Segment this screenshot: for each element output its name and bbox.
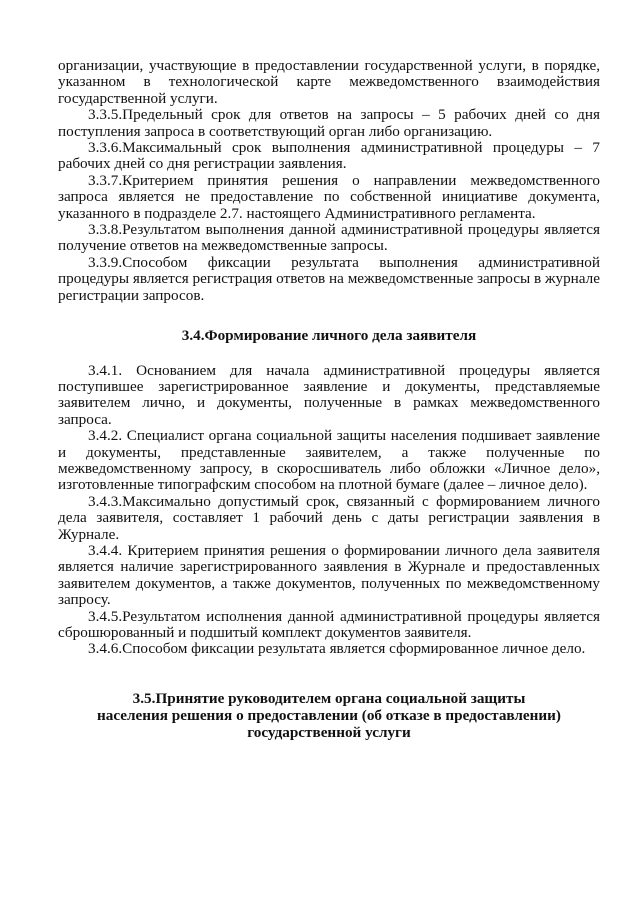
section-3-5-heading-line-1: 3.5.Принятие руководителем органа социальной защиты <box>132 689 526 707</box>
paragraph-3-4-6: 3.4.6.Способом фиксации результата является сформированное личное дело. <box>88 640 586 658</box>
paragraph-3-4-3: 3.4.3.Максимально допустимый срок, связанный с формированием личного дела заявителя, составляет 1 рабочий день с даты регистрации заявления в Журнале. <box>58 492 600 543</box>
paragraph-3-3-8: 3.3.8.Результатом выполнения данной административной процедуры является получение ответов на межведомственные запросы. <box>58 221 600 255</box>
document-page <box>58 58 600 741</box>
section-3-3-items <box>58 107 600 304</box>
section-3-4-heading: 3.4.Формирование личного дела заявителя <box>181 327 477 345</box>
section-3-5-heading <box>58 690 600 741</box>
section-3-5-heading-line-3: государственной услуги <box>247 723 411 741</box>
paragraph-3-3-5: 3.3.5.Предельный срок для ответов на запросы – 5 рабочих дней со дня поступления запроса в соответствующий орган либо организацию. <box>58 106 600 140</box>
section-3-5-heading-line-2: населения решения о предоставлении (об отказе в предоставлении) <box>97 706 561 724</box>
paragraph-3-4-5: 3.4.5.Результатом исполнения данной административной процедуры является сброшюрованный и подшитый комплект документов заявителя. <box>58 607 600 641</box>
paragraph-3-4-1: 3.4.1. Основанием для начала административной процедуры является поступившее зарегистрированное заявление и документы, представляемые заявителем лично, и документы, полученные в рамках межведомственного запроса. <box>58 361 600 428</box>
section-3-4-items <box>58 363 600 658</box>
paragraph-3-3-6: 3.3.6.Максимальный срок выполнения административной процедуры – 7 рабочих дней со дня регистрации заявления. <box>58 139 600 173</box>
paragraph-3-4-4: 3.4.4. Критерием принятия решения о формировании личного дела заявителя является наличие зарегистрированного заявления в Журнале и предоставленных заявителем документов, а также документов, полученных по межведомственному запросу. <box>58 541 600 609</box>
paragraph-3-3-7: 3.3.7.Критерием принятия решения о направлении межведомственного запроса является не предоставление по собственной инициативе документа, указанного в подразделе 2.7. настоящего Административного регламента. <box>58 171 600 222</box>
paragraph-3-3-9: 3.3.9.Способом фиксации результата выполнения административной процедуры является регистрация ответов на межведомственные запросы в журнале регистрации запросов. <box>58 253 600 304</box>
paragraph-3-4-2: 3.4.2. Специалист органа социальной защиты населения подшивает заявление и документы, представленные заявителем, а также полученные по межведомственному запросу, в скоросшиватель либо обложки «Личное дело», изготовленные типографским способом на плотной бумаге (далее – личное дело). <box>58 427 600 494</box>
intro-paragraph: организации, участвующие в предоставлении государственной услуги, в порядке, указанном в технологической карте межведомственного взаимодействия государственной услуги. <box>58 57 600 107</box>
